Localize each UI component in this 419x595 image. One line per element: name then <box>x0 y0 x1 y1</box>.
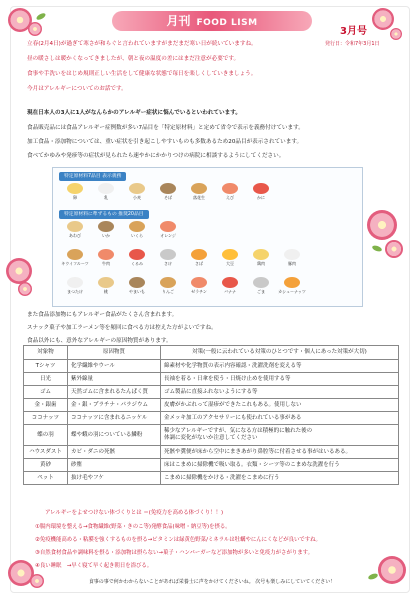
food-label: 鶏肉 <box>257 261 265 266</box>
allergen-food <box>92 183 120 201</box>
table-cell-cause: ココナッツに含まれるニッケル <box>68 412 161 425</box>
table-cell-target: ハウスダスト <box>24 446 68 459</box>
allergen-food <box>61 183 89 201</box>
food-icon <box>222 277 238 288</box>
body-line: 食べてかゆみや発疹等の症状が見られたら速やかにかかりつけの病院に相談するようにしてください。 <box>27 153 285 159</box>
food-label: えび <box>226 195 234 200</box>
body-line: 食品以外にも、意外なアレルギーの原因物質があります。 <box>27 338 172 344</box>
food-label: りんご <box>162 289 174 294</box>
body-line: 現在日本人の3人に1人がなんらかのアレルギー症状に悩んでいるといわれています。 <box>27 110 241 116</box>
table-cell-cause: 化学繊維やウール <box>68 360 161 373</box>
food-icon <box>284 277 300 288</box>
food-icon <box>98 277 114 288</box>
footer-note: 食事の事で何かわからないことがあれば栄養士に声をかけてくださいね。 次号も楽しみにしていてください！ <box>88 579 336 585</box>
food-icon <box>160 249 176 260</box>
food-icon <box>98 221 114 232</box>
table-row <box>24 386 399 399</box>
plum-flower-icon <box>390 28 402 40</box>
tip-item: ②免疫機能高める・粘膜を強くするものを摂る→ビタミンは緑黄色野菜/ミネラルは牡蠣やにんにくなどが良いですね。 <box>35 537 321 543</box>
food-icon <box>191 277 207 288</box>
table-row <box>24 399 399 412</box>
food-label: 落花生 <box>193 195 205 200</box>
table-header: 対象物 <box>24 346 68 360</box>
body-line: 食品販売品には食品アレルギー症例数が多い7品目を「特定原材料」と定めて省令で表示を義務付けています。 <box>27 125 304 131</box>
body-line: スナック菓子や加工ラーメン等を頻回に食べる方は控えた方がよいですね。 <box>27 325 217 331</box>
publish-date: 発行日：令和7年3月1日 <box>325 41 380 47</box>
allergen-food <box>216 249 244 267</box>
food-label: そば <box>164 195 172 200</box>
body-line: また食品添加物にもアレルギー食品がたくさん含まれます。 <box>27 312 178 318</box>
table-cell-target: 金・銀歯 <box>24 399 68 412</box>
food-icon <box>67 277 83 288</box>
food-icon <box>67 249 83 260</box>
food-label: やまいも <box>129 289 145 294</box>
food-label: くるみ <box>131 261 143 266</box>
food-icon <box>67 183 83 194</box>
title-main: 月刊 <box>166 14 191 28</box>
body-line: 加工食品・添加物については、重い症状を引き起こしやすいものも多数あるため20品目が表示されています。 <box>27 139 303 145</box>
table-cell-measure: 長袖を着る・日傘を使う・日焼け止めを使用する等 <box>161 373 399 386</box>
allergen-food <box>247 277 275 295</box>
table-cell-measure: ゴム製品に直接ふれないようにする等 <box>161 386 399 399</box>
allergen-chart <box>52 167 363 307</box>
food-icon <box>129 249 145 260</box>
allergen-food <box>92 277 120 295</box>
allergen-food <box>185 277 213 295</box>
intro-line: 昼の暖さしは暖かくなってきましたが、朝と夜の温度の差にはまだ注意が必要です。 <box>27 56 240 62</box>
table-row <box>24 425 399 446</box>
table-cell-cause: 砂塵 <box>68 459 161 472</box>
tip-item: ④良い睡眠 →早く寝て早く起き朝日を浴びる。 <box>35 563 153 569</box>
food-icon <box>222 249 238 260</box>
food-label: さけ <box>164 261 172 266</box>
allergen-food <box>278 249 306 267</box>
allergen-food <box>123 277 151 295</box>
allergen-food <box>154 221 182 239</box>
table-row <box>24 459 399 472</box>
food-icon <box>191 249 207 260</box>
food-icon <box>98 183 114 194</box>
allergen-food <box>61 249 89 267</box>
food-icon <box>160 183 176 194</box>
allergen-food <box>154 249 182 267</box>
allergen-food <box>92 221 120 239</box>
table-cell-measure: 綿素材や化学物質の表示内容確認・洗濯洗剤を変える等 <box>161 360 399 373</box>
allergen-food <box>123 249 151 267</box>
food-icon <box>160 277 176 288</box>
table-cell-cause: 天然ゴムに含まれるたんぱく質 <box>68 386 161 399</box>
table-cell-cause: カビ・ダニの死骸 <box>68 446 161 459</box>
allergen-food <box>278 277 306 295</box>
food-label: いくら <box>131 233 143 238</box>
food-label: さば <box>195 261 203 266</box>
table-row <box>24 446 399 459</box>
food-icon <box>98 249 114 260</box>
food-label: ごま <box>257 289 265 294</box>
food-label: 小麦 <box>133 195 141 200</box>
food-label: 乳 <box>104 195 108 200</box>
table-cell-measure: 皮膚がかぶれって湿疹ができたこれもある。使用しない <box>161 399 399 412</box>
food-label: あわび <box>69 233 81 238</box>
tip-item: ③自然食材食品や調味料を摂る・添加物は摂らない→菓子・ハンバーガーなど添加物が多いと免疫力がさがります。 <box>35 550 313 556</box>
table-cell-target: 黄砂 <box>24 459 68 472</box>
intro-line: 食事や手洗いをはじめ規則正しい生活をして健康な状態で毎日を楽しくしていきましょう。 <box>27 71 257 77</box>
food-label: ゼラチン <box>191 289 207 294</box>
allergen-food <box>185 183 213 201</box>
food-icon <box>129 183 145 194</box>
allergen-food <box>247 183 275 201</box>
food-label: かに <box>257 195 265 200</box>
table-cell-cause: 紫外線量 <box>68 373 161 386</box>
table-cell-target: ペット <box>24 472 68 485</box>
table-row <box>24 472 399 485</box>
plum-flower-icon <box>385 240 403 258</box>
food-icon <box>160 221 176 232</box>
food-label: まつたけ <box>67 289 83 294</box>
food-label: 桃 <box>104 289 108 294</box>
table-cell-cause: 抜け毛やフケ <box>68 472 161 485</box>
table-row <box>24 373 399 386</box>
table-cell-target: 蝶の羽 <box>24 425 68 446</box>
food-label: バナナ <box>224 289 236 294</box>
allergen-food <box>216 277 244 295</box>
food-label: いか <box>102 233 110 238</box>
newsletter-title <box>112 11 312 31</box>
table-cell-cause: 金・銀・プラチナ・パラジウム <box>68 399 161 412</box>
table-cell-target: ゴム <box>24 386 68 399</box>
food-icon <box>284 249 300 260</box>
allergen-food <box>92 249 120 267</box>
food-label: 豚肉 <box>288 261 296 266</box>
table-row <box>24 412 399 425</box>
table-header: 原因物質 <box>68 346 161 360</box>
table-header-row <box>24 346 399 360</box>
table-cell-measure: こまめに掃除機をかける・洗濯をこまめに行う <box>161 472 399 485</box>
allergen-food <box>123 183 151 201</box>
food-icon <box>222 183 238 194</box>
allergen-food <box>216 183 244 201</box>
table-cell-cause: 蝶や蛾の羽についている鱗粉 <box>68 425 161 446</box>
food-icon <box>253 183 269 194</box>
food-label: 卵 <box>73 195 77 200</box>
allergen-food <box>61 277 89 295</box>
table-cell-measure: 床はこまめに掃除機で吸い取る。衣類・シーツ等のこまめな洗濯を行う <box>161 459 399 472</box>
food-label: オレンジ <box>160 233 176 238</box>
allergen-table <box>23 345 399 485</box>
allergen-food <box>247 249 275 267</box>
food-label: 牛肉 <box>102 261 110 266</box>
table-cell-measure: 稀少なアレルギーですが、気になる方は積極的に触れた後の 体調に変化がないか注意してください <box>161 425 399 446</box>
chart-header-mandatory: 特定原材料7品目 表示義務 <box>59 172 126 181</box>
allergen-food <box>154 183 182 201</box>
food-icon <box>253 249 269 260</box>
allergen-food <box>154 277 182 295</box>
plum-flower-icon <box>6 258 32 284</box>
plum-flower-icon <box>28 22 42 36</box>
food-icon <box>191 183 207 194</box>
food-icon <box>253 277 269 288</box>
table-cell-target: Tシャツ <box>24 360 68 373</box>
chart-header-recommended: 特定原材料に準ずるもの 推奨20品目 <box>59 210 149 219</box>
plum-flower-icon <box>372 8 394 30</box>
issue-label: 3月号 <box>340 26 367 37</box>
food-label: カシューナッツ <box>278 289 306 294</box>
food-icon <box>67 221 83 232</box>
food-label: キウイフルーツ <box>61 261 89 266</box>
table-cell-measure: 金メッキ加工のアクセサリーにも使われている事がある <box>161 412 399 425</box>
food-icon <box>129 277 145 288</box>
intro-line: 立春(2月4日)が過ぎて寒さが和らぐと言われていますがまだまだ寒い日が続いていますね。 <box>27 41 257 47</box>
tips-title: アレルギーをよせつけない体づくりとは ＝(免疫力を高める体づくり！！) <box>45 510 224 516</box>
table-header: 対策(一般に云われている対策のひとつです・個人にあった対策が大切) <box>161 346 399 360</box>
allergen-food <box>61 221 89 239</box>
title-sub: FOOD LISM <box>196 18 258 28</box>
table-row <box>24 360 399 373</box>
table-cell-measure: 死骸や糞便が床から空中にまきあがり鼻腔等に付着させる事がはいるある。 <box>161 446 399 459</box>
tip-item: ①腸内環境を整える→食物繊維(野菜・きのこ等)発酵食品(味噌・納豆等)を摂る。 <box>35 524 231 530</box>
plum-flower-icon <box>18 282 32 296</box>
food-icon <box>129 221 145 232</box>
food-label: 大豆 <box>226 261 234 266</box>
intro-line: 今月はアレルギーについてのお話です。 <box>27 86 127 92</box>
allergen-food <box>123 221 151 239</box>
plum-flower-icon <box>367 210 397 240</box>
table-cell-target: ココナッツ <box>24 412 68 425</box>
allergen-food <box>185 249 213 267</box>
table-cell-target: 日光 <box>24 373 68 386</box>
